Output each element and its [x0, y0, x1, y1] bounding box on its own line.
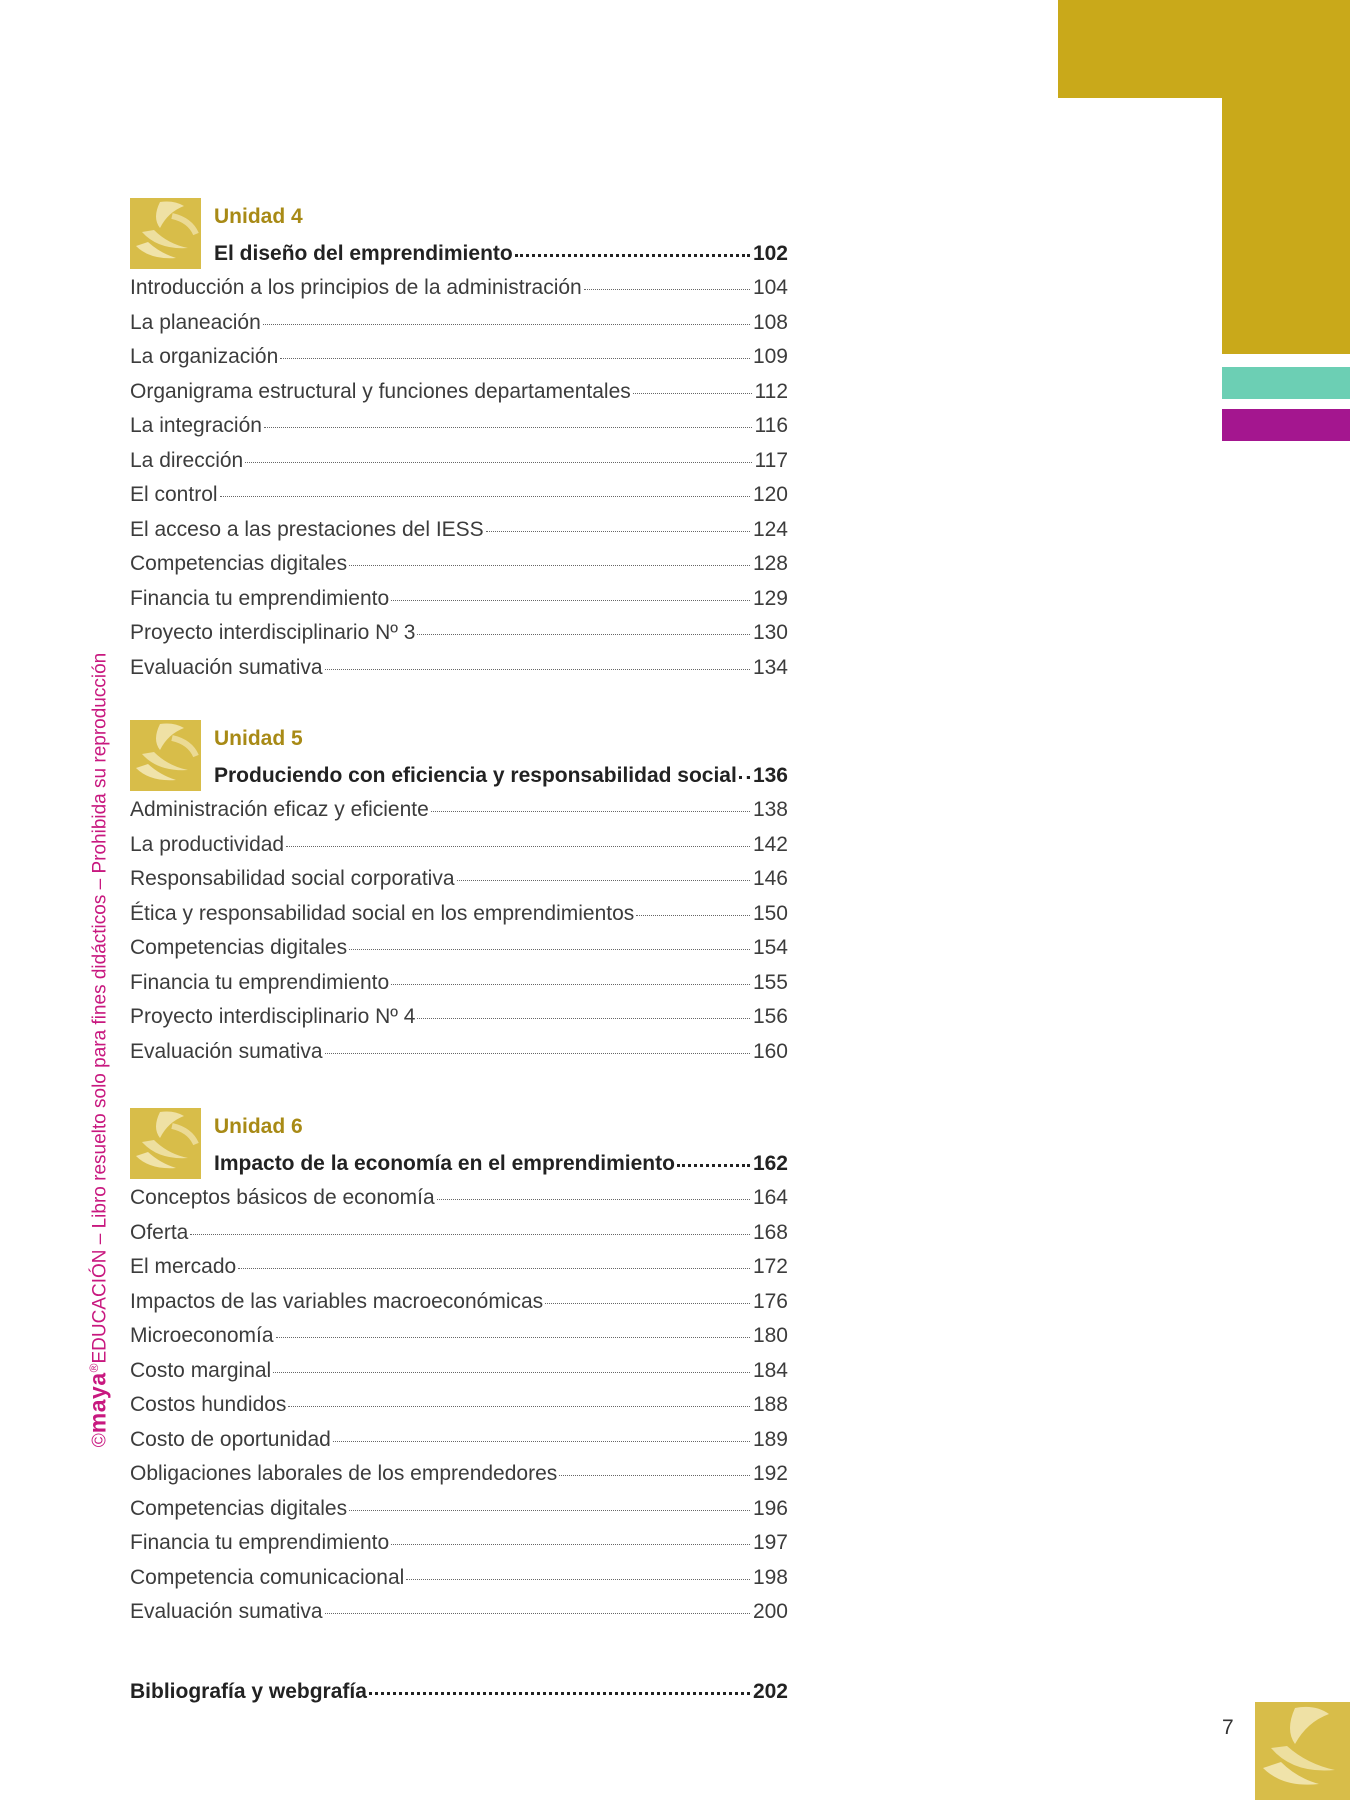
toc-entry[interactable] [130, 1566, 788, 1601]
entry-title: Impactos de las variables macroeconómicas [130, 1289, 544, 1313]
dot-leader [369, 1692, 750, 1695]
entry-title: Competencias digitales [130, 552, 348, 575]
entry-title: La productividad [130, 832, 285, 856]
dot-leader [391, 1544, 750, 1545]
entry-title: Introducción a los principios de la administración [130, 276, 582, 299]
unit-4-section [130, 198, 788, 690]
dot-leader [325, 669, 750, 670]
dot-leader [559, 1475, 750, 1476]
toc-entry[interactable] [130, 798, 788, 833]
entry-page: 172 [752, 1255, 788, 1278]
toc-entry[interactable] [130, 971, 788, 1006]
toc-entry[interactable] [130, 1428, 788, 1463]
copyright-text: EDUCACIÓN – Libro resuelto solo para fines didácticos – Prohibida su reproducción [89, 652, 111, 1364]
decorative-teal-bar [1222, 367, 1350, 399]
entry-page: 180 [752, 1324, 788, 1347]
dot-leader [515, 254, 750, 257]
entry-page: 198 [752, 1565, 788, 1589]
dot-leader [333, 1441, 750, 1442]
registered-mark: ® [87, 1363, 102, 1373]
dot-leader [417, 634, 749, 635]
unit-page: 136 [752, 764, 788, 787]
toc-entry[interactable] [130, 518, 788, 553]
dot-leader [636, 915, 750, 916]
entry-title: La planeación [130, 310, 261, 334]
entry-page: 164 [752, 1186, 788, 1209]
unit-header [130, 720, 788, 798]
entry-page: 116 [754, 414, 788, 437]
entry-title: Costo de oportunidad [130, 1427, 331, 1451]
toc-entry[interactable] [130, 1186, 788, 1221]
entry-title: Proyecto interdisciplinario Nº 4 [130, 1005, 416, 1028]
toc-entry[interactable] [130, 1462, 788, 1497]
toc-entry[interactable] [130, 1497, 788, 1532]
entry-page: 156 [752, 1005, 788, 1028]
unit-emblem-icon [130, 1108, 201, 1179]
entry-title: Microeconomía [130, 1324, 274, 1347]
corner-emblem-icon [1255, 1702, 1350, 1800]
dot-leader [406, 1579, 750, 1580]
entry-title: El control [130, 483, 218, 506]
dot-leader [286, 846, 750, 847]
copyright-notice [85, 653, 112, 1447]
dot-leader [391, 600, 750, 601]
dot-leader [238, 1268, 750, 1269]
toc-entry[interactable] [130, 1005, 788, 1040]
toc-entry[interactable] [130, 483, 788, 518]
entry-title: Costo marginal [130, 1358, 272, 1382]
entry-page: 108 [752, 310, 788, 334]
toc-entry[interactable] [130, 656, 788, 691]
toc-entry[interactable] [130, 1359, 788, 1394]
dot-leader [633, 393, 752, 394]
dot-leader [739, 776, 750, 779]
unit-6-section [130, 1108, 788, 1635]
entry-page: 150 [752, 901, 788, 925]
toc-entry[interactable] [130, 1255, 788, 1290]
toc-entry[interactable] [130, 345, 788, 380]
entry-title: La organización [130, 345, 279, 368]
toc-entry[interactable] [130, 936, 788, 971]
entry-title: Responsabilidad social corporativa [130, 867, 455, 890]
dot-leader [280, 358, 750, 359]
entry-title: Ética y responsabilidad social en los emprendimientos [130, 901, 635, 925]
unit-title-entry[interactable] [214, 764, 788, 792]
entry-title: El acceso a las prestaciones del IESS [130, 517, 484, 541]
entry-page: 197 [752, 1531, 788, 1554]
unit-label: Unidad 5 [214, 727, 303, 750]
entry-title: Financia tu emprendimiento [130, 1531, 390, 1554]
dot-leader [273, 1372, 750, 1373]
entry-page: 128 [752, 552, 788, 575]
toc-entry[interactable] [130, 1290, 788, 1325]
dot-leader [190, 1234, 750, 1235]
copyright-symbol: © [89, 1433, 111, 1448]
dot-leader [288, 1406, 750, 1407]
entry-page: 189 [752, 1427, 788, 1451]
dot-leader [349, 565, 750, 566]
brand-name: maya [84, 1372, 111, 1434]
toc-entry[interactable] [130, 380, 788, 415]
entry-page: 134 [752, 655, 788, 679]
toc-entry[interactable] [130, 414, 788, 449]
entry-page: 200 [752, 1600, 788, 1623]
entry-page: 176 [752, 1289, 788, 1313]
dot-leader [220, 496, 750, 497]
entry-title: Evaluación sumativa [130, 655, 323, 679]
dot-leader [457, 880, 750, 881]
entry-title: Conceptos básicos de economía [130, 1186, 435, 1209]
unit-label: Unidad 4 [214, 205, 303, 228]
unit-page: 162 [752, 1152, 788, 1175]
bibliography-page: 202 [752, 1680, 788, 1703]
toc-entry[interactable] [130, 833, 788, 868]
unit-header [130, 198, 788, 276]
unit-5-section [130, 720, 788, 1074]
toc-entry[interactable] [130, 552, 788, 587]
dot-leader [391, 984, 750, 985]
entry-page: 168 [752, 1220, 788, 1244]
dot-leader [486, 531, 750, 532]
entry-page: 142 [752, 832, 788, 856]
toc-entry[interactable] [130, 902, 788, 937]
dot-leader [325, 1613, 750, 1614]
toc-entry[interactable] [130, 276, 788, 311]
entry-title: Competencias digitales [130, 936, 348, 959]
entry-title: Competencias digitales [130, 1496, 348, 1520]
entry-page: 192 [752, 1462, 788, 1485]
decorative-magenta-bar [1222, 409, 1350, 441]
unit-title: El diseño del emprendimiento [214, 242, 513, 265]
entry-page: 155 [752, 970, 788, 994]
decorative-gold-column [1222, 98, 1350, 354]
entry-title: Costos hundidos [130, 1393, 287, 1416]
entry-title: La integración [130, 414, 262, 437]
toc-entry[interactable] [130, 311, 788, 346]
entry-page: 188 [752, 1393, 788, 1416]
toc-entry[interactable] [130, 1531, 788, 1566]
dot-leader [245, 462, 751, 463]
entry-title: Obligaciones laborales de los emprendedores [130, 1462, 558, 1485]
entry-title: La dirección [130, 448, 244, 472]
dot-leader [677, 1164, 750, 1167]
unit-header [130, 1108, 788, 1186]
entry-page: 154 [752, 936, 788, 959]
entry-title: Financia tu emprendimiento [130, 970, 390, 994]
entry-title: Evaluación sumativa [130, 1600, 323, 1623]
entry-title: El mercado [130, 1255, 237, 1278]
entry-page: 117 [754, 448, 788, 472]
toc-entry[interactable] [130, 1221, 788, 1256]
entry-page: 129 [752, 586, 788, 610]
entry-page: 184 [752, 1358, 788, 1382]
unit-title-entry[interactable] [214, 242, 788, 270]
entry-title: Organigrama estructural y funciones departamentales [130, 379, 631, 403]
entry-title: Administración eficaz y eficiente [130, 798, 429, 821]
dot-leader [349, 1510, 750, 1511]
entry-title: Evaluación sumativa [130, 1039, 323, 1063]
entry-title: Proyecto interdisciplinario Nº 3 [130, 621, 416, 644]
entry-page: 196 [752, 1496, 788, 1520]
toc-entry[interactable] [130, 587, 788, 622]
toc-entry[interactable] [130, 1393, 788, 1428]
entry-page: 104 [752, 276, 788, 299]
bibliography-title: Bibliografía y webgrafía [130, 1680, 367, 1703]
entry-page: 130 [752, 621, 788, 644]
toc-entry[interactable] [130, 1600, 788, 1635]
dot-leader [431, 811, 750, 812]
dot-leader [349, 949, 750, 950]
decorative-gold-bar-top [1058, 0, 1350, 98]
unit-page: 102 [752, 242, 788, 265]
dot-leader [276, 1337, 750, 1338]
unit-emblem-icon [130, 198, 201, 269]
unit-title: Impacto de la economía en el emprendimiento [214, 1152, 675, 1175]
dot-leader [417, 1018, 749, 1019]
dot-leader [263, 324, 750, 325]
entry-page: 112 [754, 379, 788, 403]
dot-leader [584, 289, 750, 290]
unit-title-entry[interactable] [214, 1152, 788, 1180]
dot-leader [264, 427, 752, 428]
dot-leader [545, 1303, 750, 1304]
unit-label: Unidad 6 [214, 1115, 303, 1138]
dot-leader [437, 1199, 750, 1200]
entry-title: Competencia comunicacional [130, 1565, 405, 1589]
entry-page: 120 [752, 483, 788, 506]
entry-page: 109 [752, 345, 788, 368]
unit-emblem-icon [130, 720, 201, 791]
entry-page: 138 [752, 798, 788, 821]
entry-title: Oferta [130, 1220, 189, 1244]
entry-page: 124 [752, 517, 788, 541]
unit-title: Produciendo con eficiencia y responsabilidad social [214, 764, 737, 787]
bibliography-entry[interactable] [130, 1680, 788, 1712]
toc-entry[interactable] [130, 449, 788, 484]
toc-entry[interactable] [130, 867, 788, 902]
toc-entry[interactable] [130, 1324, 788, 1359]
entry-title: Financia tu emprendimiento [130, 586, 390, 610]
page-number: 7 [1222, 1716, 1234, 1739]
dot-leader [325, 1053, 750, 1054]
entry-page: 160 [752, 1039, 788, 1063]
toc-entry[interactable] [130, 621, 788, 656]
entry-page: 146 [752, 867, 788, 890]
toc-entry[interactable] [130, 1040, 788, 1075]
